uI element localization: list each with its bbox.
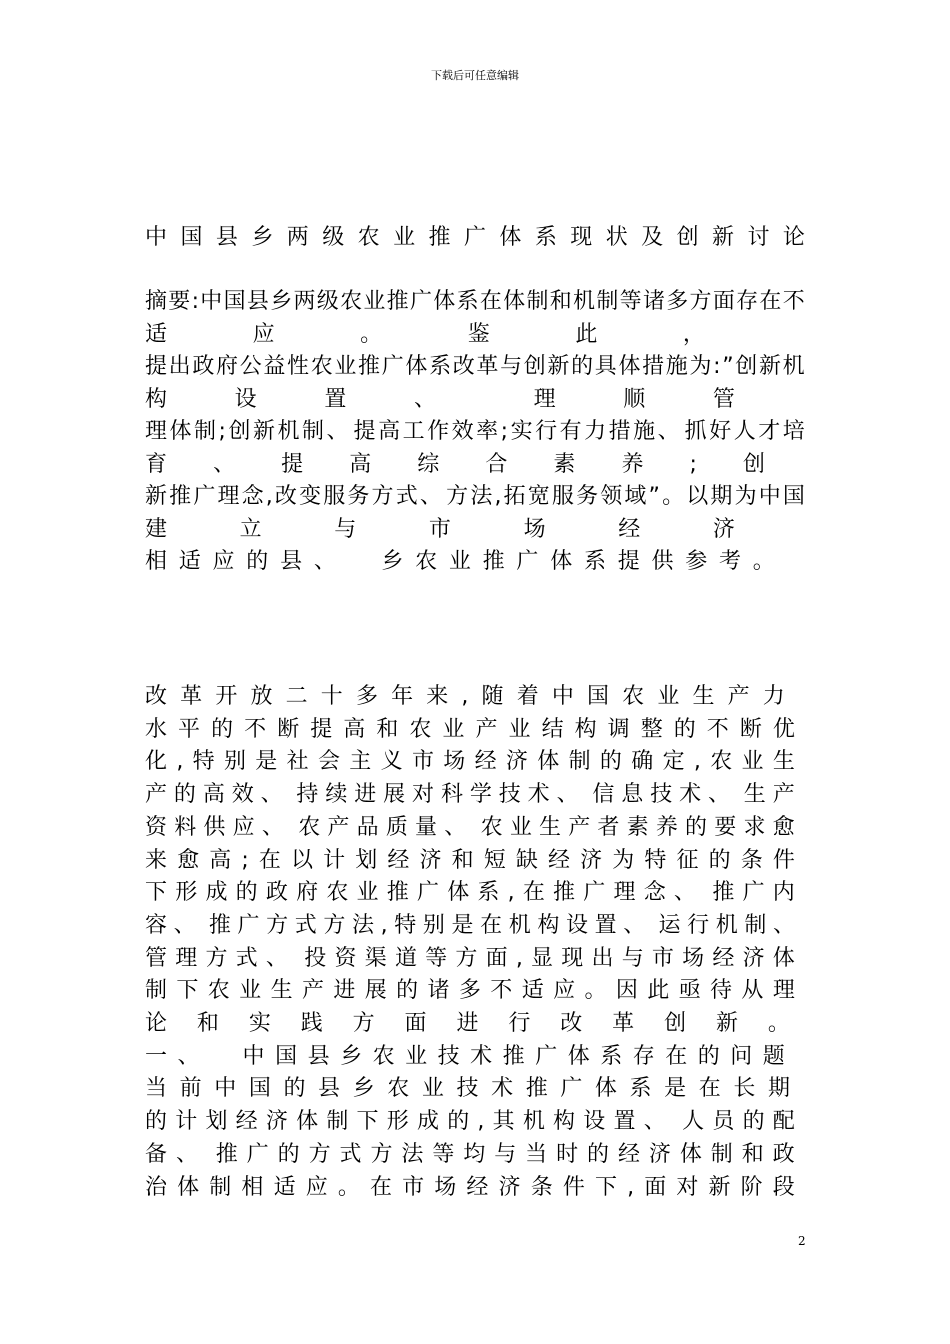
body-line: 下 形 成 的 政 府 农 业 推 广 体 系 , 在 推 广 理 念 、 推 广 内: [145, 880, 795, 906]
abstract-line: 新 推 广 理 念 , 改 变 服 务 方 式 、 方 法 , 拓 宽 服 务 领 域 ” 。 以 期 为 中 国: [145, 484, 805, 509]
abstract-line: 相 适 应 的 县 、 乡 农 业 推 广 体 系 提 供 参 考 。: [145, 549, 775, 574]
abstract-line: 构 设 置 、 理 顺 管: [145, 386, 735, 412]
body-line: 来 愈 高 ; 在 以 计 划 经 济 和 短 缺 经 济 为 特 征 的 条 件: [145, 847, 795, 873]
body-line: 水 平 的 不 断 提 高 和 农 业 产 业 结 构 调 整 的 不 断 优: [145, 716, 795, 742]
body-line: 化 , 特 别 是 社 会 主 义 市 场 经 济 体 制 的 确 定 , 农 业 生: [145, 749, 795, 775]
header-note: 下载后可任意编辑: [431, 69, 519, 82]
body-line: 容 、 推 广 方 式 方 法 , 特 别 是 在 机 构 设 置 、 运 行 机 制 、: [145, 912, 795, 938]
abstract-line: 适 应 。 鉴 此 ，: [145, 321, 705, 347]
body-line: 当 前 中 国 的 县 乡 农 业 技 术 推 广 体 系 是 在 长 期: [145, 1076, 790, 1102]
title-text: 中 国 县 乡 两 级 农 业 推 广 体 系 现 状 及 创 新 讨 论: [145, 225, 805, 250]
body-line: 制 下 农 业 生 产 进 展 的 诸 多 不 适 应 。 因 此 亟 待 从 理: [145, 978, 795, 1004]
body-line: 管 理 方 式 、 投 资 渠 道 等 方 面 , 显 现 出 与 市 场 经 济 体: [145, 945, 795, 971]
abstract-line: 建 立 与 市 场 经 济: [145, 516, 735, 542]
body-line: 改 革 开 放 二 十 多 年 来 , 随 着 中 国 农 业 生 产 力: [145, 684, 785, 709]
abstract-line: 育 、 提 高 综 合 素 养 ; 创: [145, 451, 765, 477]
body-line: 论 和 实 践 方 面 进 行 改 革 创 新 。: [145, 1011, 790, 1036]
abstract-line: 提 出 政 府 公 益 性 农 业 推 广 体 系 改 革 与 创 新 的 具 体 措 施 为 : ” 创 新 机: [145, 354, 805, 379]
body-line: 治 体 制 相 适 应 。 在 市 场 经 济 条 件 下 , 面 对 新 阶 段: [145, 1174, 795, 1200]
page-number: 2: [798, 1234, 806, 1248]
body-line: 产 的 高 效 、 持 续 进 展 对 科 学 技 术 、 信 息 技 术 、 生 产: [145, 782, 795, 808]
abstract-line: 摘 要 : 中 国 县 乡 两 级 农 业 推 广 体 系 在 体 制 和 机 制 等 诸 多 方 面 存 在 不: [145, 289, 805, 314]
document-title: [145, 223, 805, 253]
body-line: 资 料 供 应 、 农 产 品 质 量 、 农 业 生 产 者 素 养 的 要 求 愈: [145, 814, 795, 840]
body-line: 备 、 推 广 的 方 式 方 法 等 均 与 当 时 的 经 济 体 制 和 政: [145, 1141, 795, 1167]
body-line: 的 计 划 经 济 体 制 下 形 成 的 , 其 机 构 设 置 、 人 员 的 配: [145, 1109, 795, 1135]
abstract-line: 理 体 制 ; 创 新 机 制 、 提 高 工 作 效 率 ; 实 行 有 力 措 施 、 抓 好 人 才 培: [145, 419, 805, 444]
body-line: 一 、 中 国 县 乡 农 业 技 术 推 广 体 系 存 在 的 问 题: [145, 1043, 785, 1069]
